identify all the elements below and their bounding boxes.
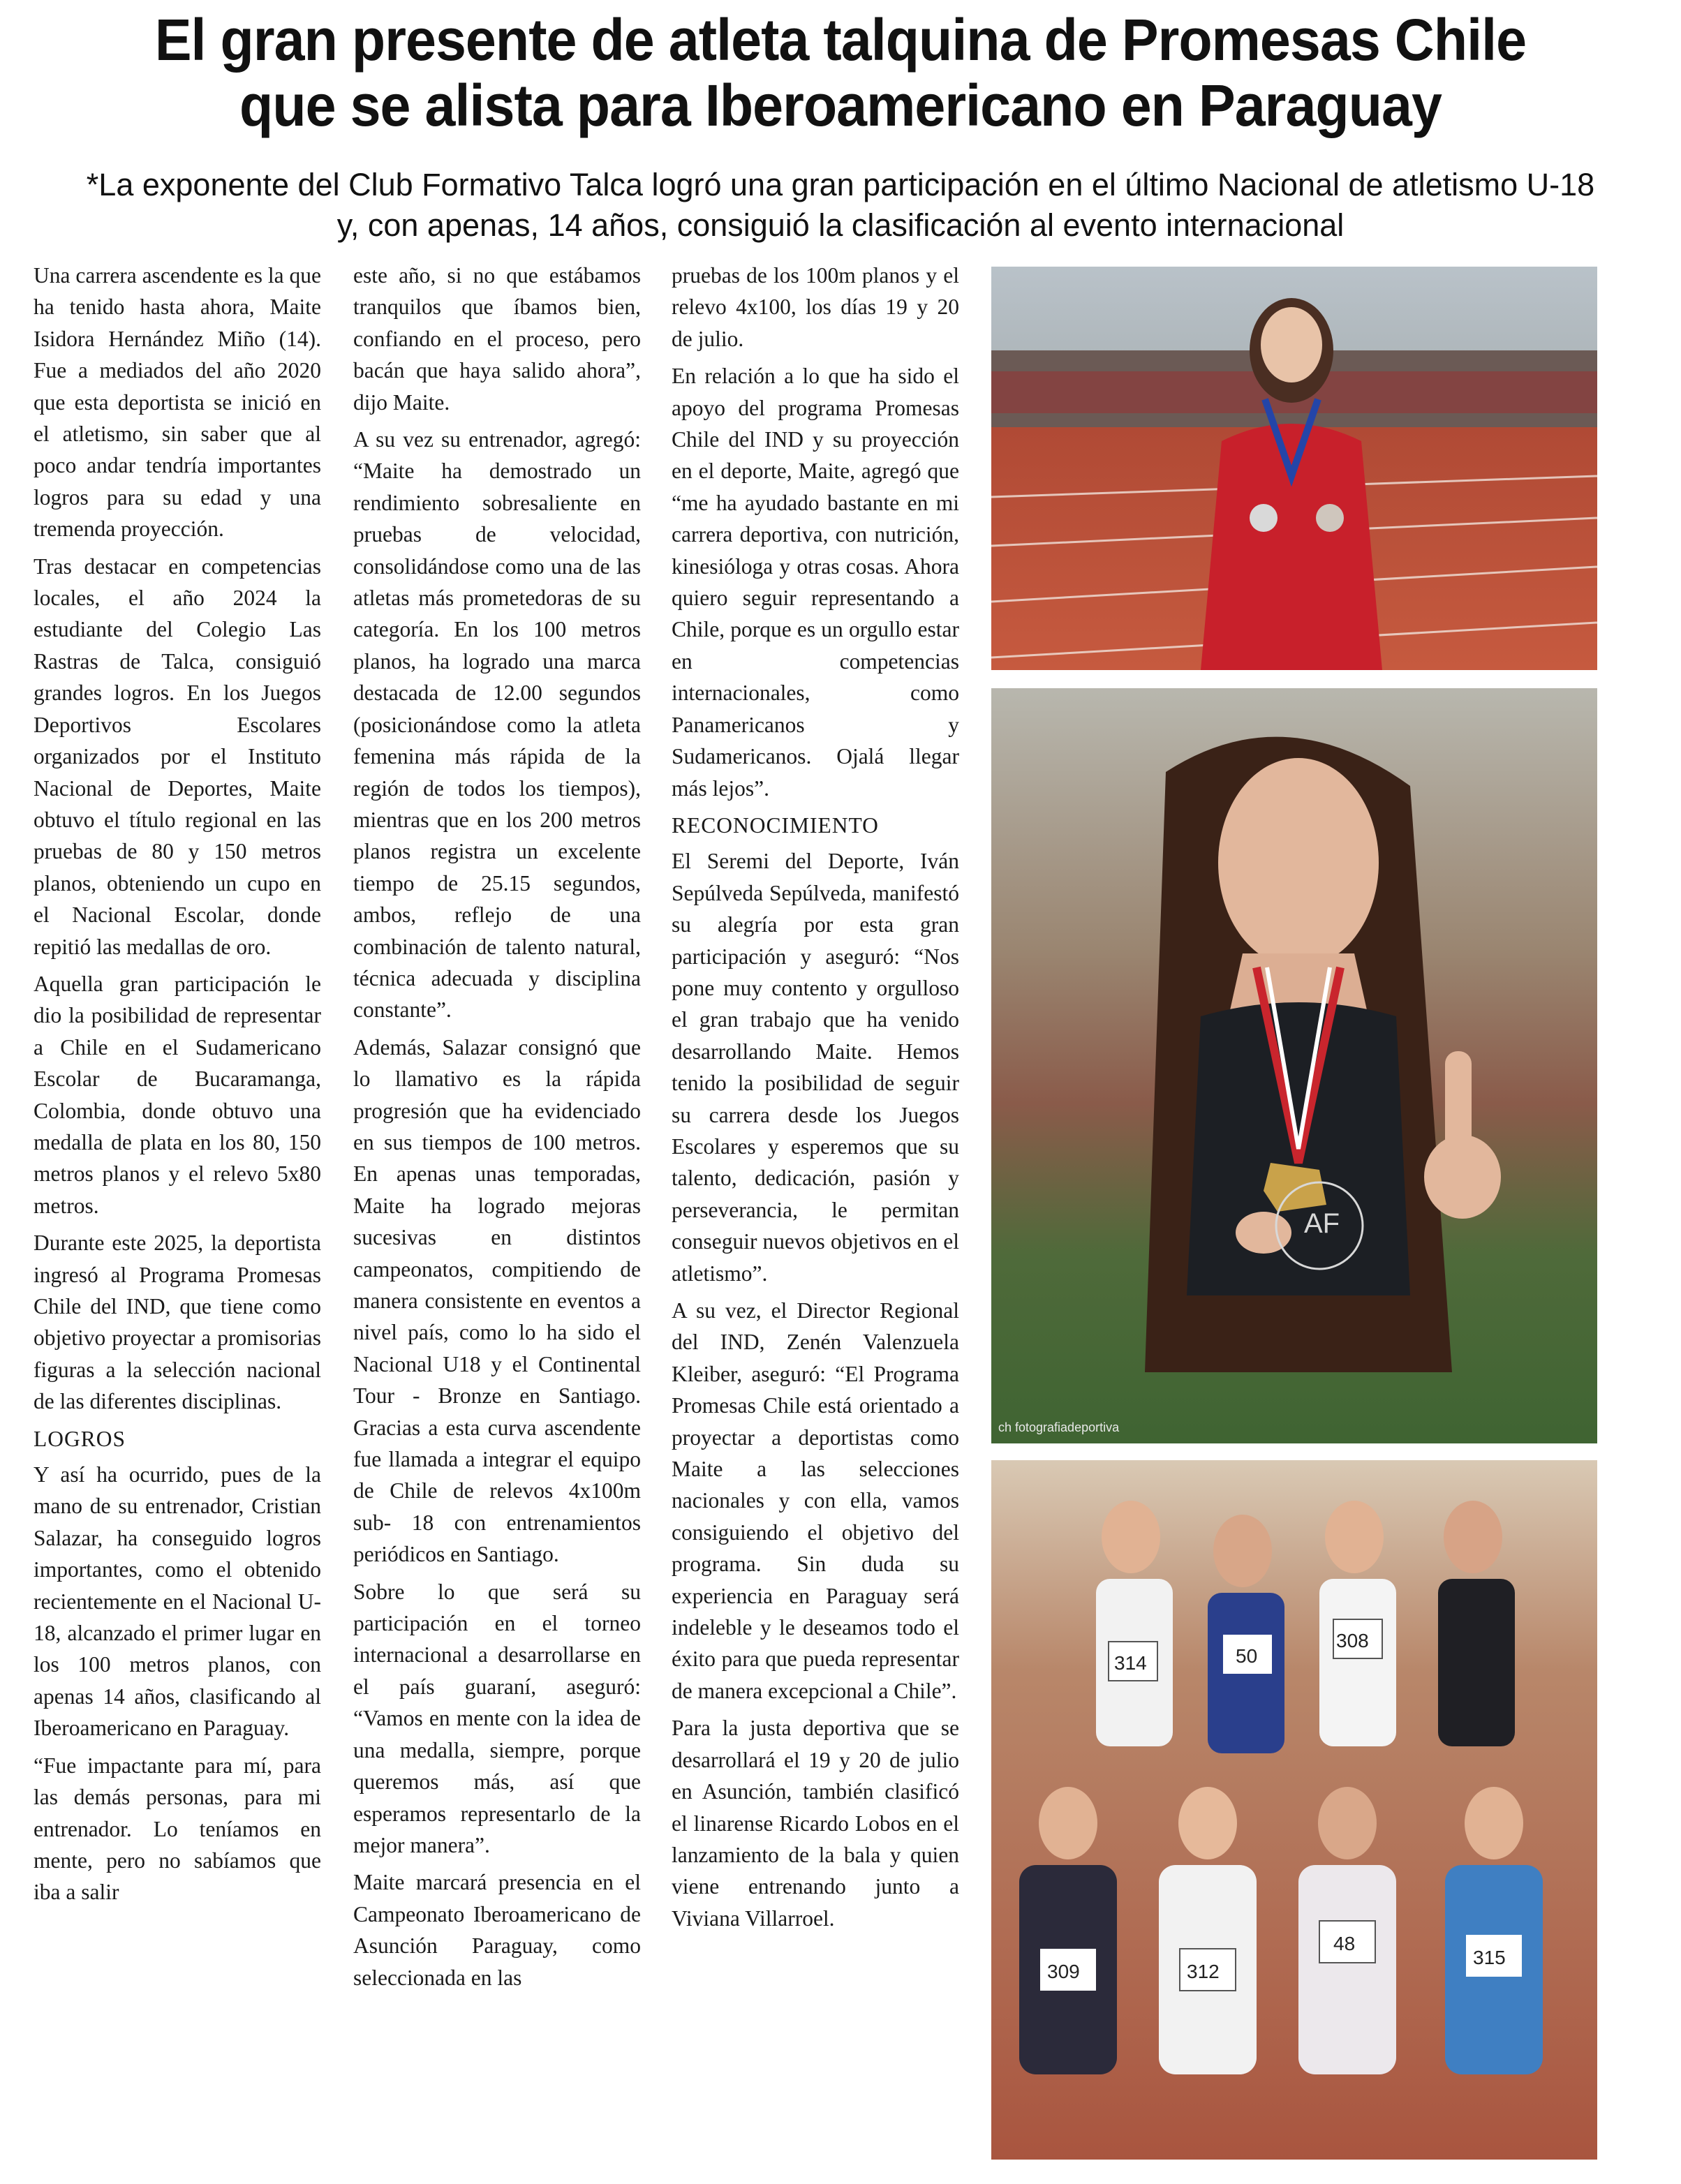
- col1-paragraph-5: Y así ha ocurrido, pues de la mano de su entrenador, Cristian Salazar, ha conseguido logros importantes, como el obtenido recientemente en el Nacional U-18, alcanzado el primer lugar en los 100 metros planos, con apenas 14 años, clasificando al Iberoamericano en Paraguay.: [34, 1462, 321, 1741]
- article-column-2: [353, 260, 641, 2165]
- deck-line-1: *La exponente del Club Formativo Talca logró una gran participación en el último Nacional de atletismo U-18: [86, 167, 1595, 202]
- bib-312: 312: [1187, 1961, 1220, 1982]
- bib-314: 314: [1114, 1652, 1147, 1674]
- deck-line-2: y, con apenas, 14 años, consiguió la clasificación al evento internacional: [336, 207, 1345, 243]
- col1-paragraph-6: “Fue impactante para mí, para las demás personas, para mi entrenador. Lo teníamos en mente, pero no sabíamos que iba a salir: [34, 1753, 321, 1905]
- bib-308: 308: [1336, 1630, 1369, 1651]
- bib-309: 309: [1047, 1961, 1080, 1982]
- col2-paragraph-2: A su vez su entrenador, agregó: “Maite ha demostrado un rendimiento sobresaliente en pruebas de velocidad, consolidándose como una de las atletas más prometedoras de su categoría. En los 100 metros planos, ha logrado una marca destacada de 12.00 segundos (posicionándose como la atleta femenina más rápida de la región de todos los tiempos), mientras que en los 200 metros planos registra un excelente tiempo de 25.15 segundos, ambos, reflejo de una combinación de talento natural, técnica adecuada y disciplina constante”.: [353, 427, 641, 1023]
- col3-paragraph-2: En relación a lo que ha sido el apoyo del programa Promesas Chile del IND y su proyección en el deporte, Maite, agregó que “me ha ayudado bastante en mi carrera deportiva, con nutrición, kinesióloga y otras cosas. Ahora quiero seguir representando a Chile, porque es un orgullo estar en competencias internacionales, como Panamericanos y Sudamericanos. Ojalá llegar más lejos”.: [672, 364, 959, 801]
- article-column-3: [672, 260, 959, 2165]
- section-heading-logros: LOGROS: [34, 1426, 126, 1451]
- photo-credit: ch fotografiadeportiva: [998, 1420, 1120, 1434]
- bib-50: 50: [1236, 1645, 1258, 1667]
- col3-paragraph-4: A su vez, el Director Regional del IND, Zenén Valenzuela Kleiber, aseguró: “El Programa Promesas Chile está orientado a proyectar a deportistas como Maite a las selecciones nacionales y con ella, vamos consiguiendo el objetivo del programa. Sin duda su experiencia en Paraguay será indeleble y le deseamos todo el éxito para que pueda representar de manera excepcional a Chile”.: [672, 1298, 959, 1703]
- col2-paragraph-5: Maite marcará presencia en el Campeonato Iberoamericano de Asunción Paraguay, como seleccionada en las: [353, 1870, 641, 1990]
- col2-paragraph-1: este año, si no que estábamos tranquilos que íbamos bien, confiando en el proceso, pero bacán que haya salido ahora”, dijo Maite.: [353, 263, 641, 415]
- photo-2-illustration: [991, 688, 1597, 1443]
- photo-athlete-track-medals: [991, 267, 1597, 670]
- col2-paragraph-4: Sobre lo que será su participación en el torneo internacional a desarrollarse en el país guaraní, aseguró: “Vamos en mente con la idea de una medalla, siempre, porque queremos más, así que esperamos representarlo de la mejor manera”.: [353, 1579, 641, 1857]
- photo-3-illustration: [991, 1460, 1597, 2160]
- shirt-letters: AF: [1304, 1208, 1340, 1239]
- col3-paragraph-1: pruebas de los 100m planos y el relevo 4x100, los días 19 y 20 de julio.: [672, 263, 959, 351]
- article-column-1: [34, 260, 321, 2165]
- col2-paragraph-3: Además, Salazar consignó que lo llamativo es la rápida progresión que ha evidenciado en sus tiempos de 100 metros. En apenas unas temporadas, Maite ha logrado mejoras sucesivas en distintos campeonatos, compitiendo de manera consistente en eventos a nivel país, como lo ha sido el Nacional U18 y el Continental Tour - Bronze en Santiago. Gracias a esta curva ascendente fue llamada a integrar el equipo de Chile de relevos 4x100m sub- 18 con entrenamientos periódicos en Santiago.: [353, 1034, 641, 1567]
- col1-paragraph-4: Durante este 2025, la deportista ingresó al Programa Promesas Chile del IND, que tiene como objetivo proyectar a promisorias figuras a la selección nacional de las diferentes disciplinas.: [34, 1231, 321, 1414]
- headline-line-2: que se alista para Iberoamericano en Paraguay: [239, 73, 1442, 138]
- deck-subtitle: [28, 165, 1653, 246]
- headline: [77, 7, 1604, 138]
- col1-paragraph-2: Tras destacar en competencias locales, el año 2024 la estudiante del Colegio Las Rastras de Talca, consiguió grandes logros. En los Juegos Deportivos Escolares organizados por el Instituto Nacional de Deportes, Maite obtuvo el título regional en las pruebas de 80 y 150 metros planos, obteniendo un cupo en el Nacional Escolar, donde repitió las medallas de oro.: [34, 554, 321, 959]
- col1-paragraph-1: Una carrera ascendente es la que ha tenido hasta ahora, Maite Isidora Hernández Miño (14). Fue a mediados del año 2020 que esta deportista se inició en el atletismo, sin saber que al poco andar tendría importantes logros para su edad y una tremenda proyección.: [34, 263, 321, 542]
- col1-paragraph-3: Aquella gran participación le dio la posibilidad de representar a Chile en el Sudamericano Escolar de Bucaramanga, Colombia, donde obtuvo una medalla de plata en los 80, 150 metros planos y el relevo 5x80 metros.: [34, 971, 321, 1218]
- headline-line-1: El gran presente de atleta talquina de Promesas Chile: [154, 7, 1527, 73]
- photo-athlete-gold-medal: [991, 688, 1597, 1443]
- bib-48: 48: [1333, 1933, 1356, 1954]
- section-heading-reconocimiento: RECONOCIMIENTO: [672, 812, 879, 838]
- photo-1-illustration: [991, 267, 1597, 670]
- col3-paragraph-5: Para la justa deportiva que se desarrollará el 19 y 20 de julio en Asunción, también clasificó el linarense Ricardo Lobos en el lanzamiento de la bala y quien viene entrenando junto a Viviana Villarroel.: [672, 1716, 959, 1931]
- photo-relay-team: [991, 1460, 1597, 2160]
- col3-paragraph-3: El Seremi del Deporte, Iván Sepúlveda Sepúlveda, manifestó su alegría por esta gran participación y aseguró: “Nos pone muy contento y orgulloso el gran trabajo que ha venido desarrollando Maite. Hemos tenido la posibilidad de seguir su carrera desde los Juegos Escolares y esperemos que su talento, dedicación, pasión y perseverancia, le permitan conseguir nuevos objetivos en el atletismo”.: [672, 849, 959, 1286]
- bib-315: 315: [1473, 1947, 1506, 1968]
